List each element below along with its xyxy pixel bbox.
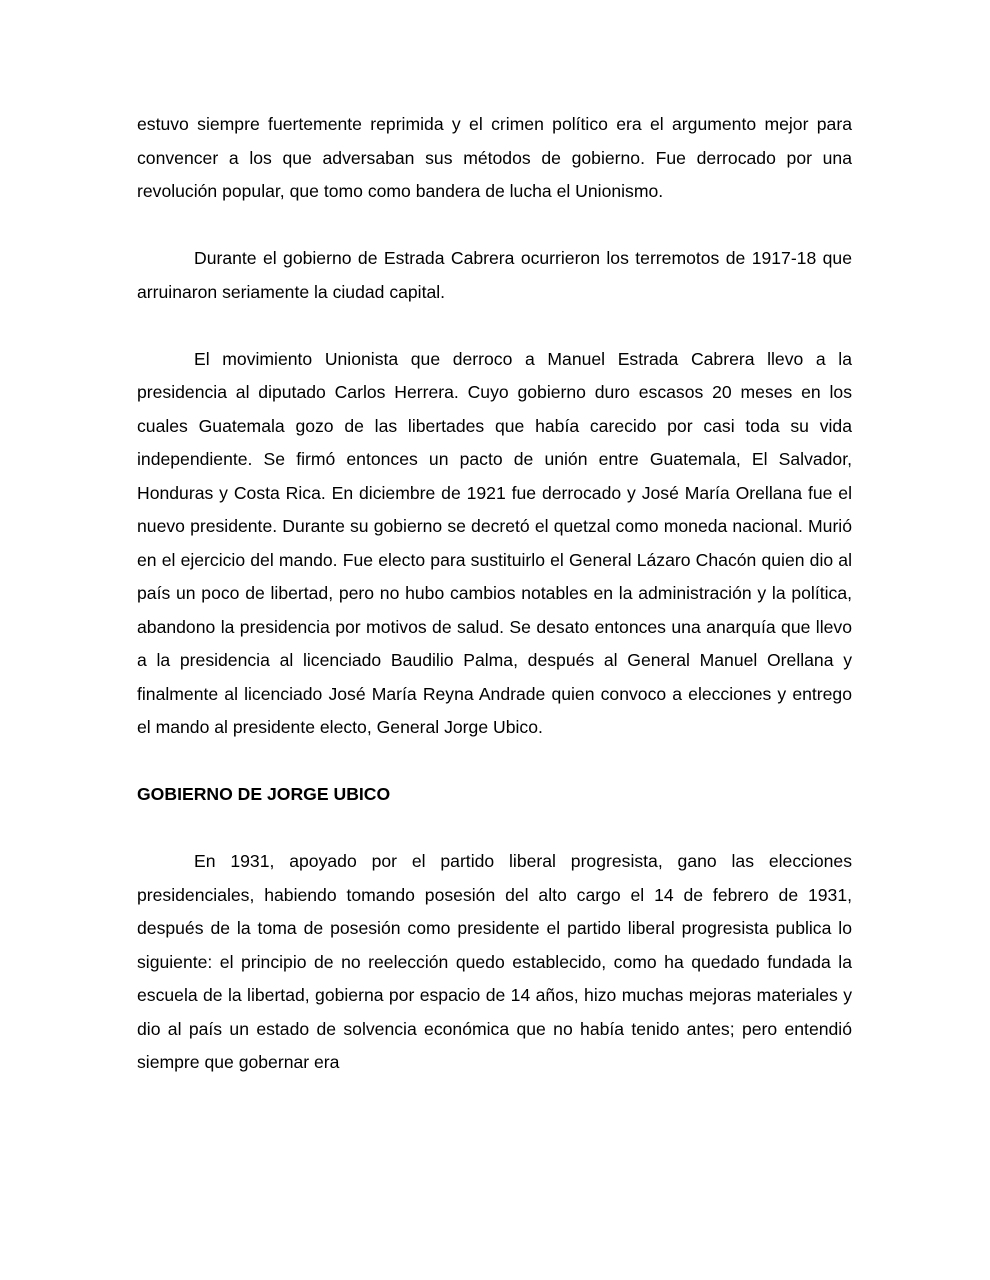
paragraph-continuation: estuvo siempre fuertemente reprimida y el crimen político era el argumento mejor para convencer a los que adversaban sus métodos de gobierno. Fue derrocado por una revolución popular, que tomo como bandera de lucha el Unionismo.	[137, 114, 852, 201]
paragraph-terremotos: Durante el gobierno de Estrada Cabrera ocurrieron los terremotos de 1917-18 que arruinaron seriamente la ciudad capital.	[137, 248, 852, 302]
paragraph-ubico: En 1931, apoyado por el partido liberal progresista, gano las elecciones presidenciales, habiendo tomando posesión del alto cargo el 14 de febrero de 1931, después de la toma de posesión como presidente el partido liberal progresista publica lo siguiente: el principio de no reelección quedo establecido, como ha quedado fundada la escuela de la libertad, gobierna por espacio de 14 años, hizo muchas mejoras materiales y dio al país un estado de solvencia económica que no había tenido antes; pero entendió siempre que gobernar era	[137, 851, 852, 1072]
paragraph-unionista: El movimiento Unionista que derroco a Manuel Estrada Cabrera llevo a la presidencia al diputado Carlos Herrera. Cuyo gobierno duro escasos 20 meses en los cuales Guatemala gozo de las libertades que había carecido por casi toda su vida independiente. Se firmó entonces un pacto de unión entre Guatemala, El Salvador, Honduras y Costa Rica. En diciembre de 1921 fue derrocado y José María Orellana fue el nuevo presidente. Durante su gobierno se decretó el quetzal como moneda nacional. Murió en el ejercicio del mando. Fue electo para sustituirlo el General Lázaro Chacón quien dio al país un poco de libertad, pero no hubo cambios notables en la administración y la política, abandono la presidencia por motivos de salud. Se desato entonces una anarquía que llevo a la presidencia al licenciado Baudilio Palma, después al General Manuel Orellana y finalmente al licenciado José María Reyna Andrade quien convoco a elecciones y entrego el mando al presidente electo, General Jorge Ubico.	[137, 348, 852, 737]
document-page	[137, 108, 852, 1080]
section-heading: GOBIERNO DE JORGE UBICO	[137, 784, 391, 804]
